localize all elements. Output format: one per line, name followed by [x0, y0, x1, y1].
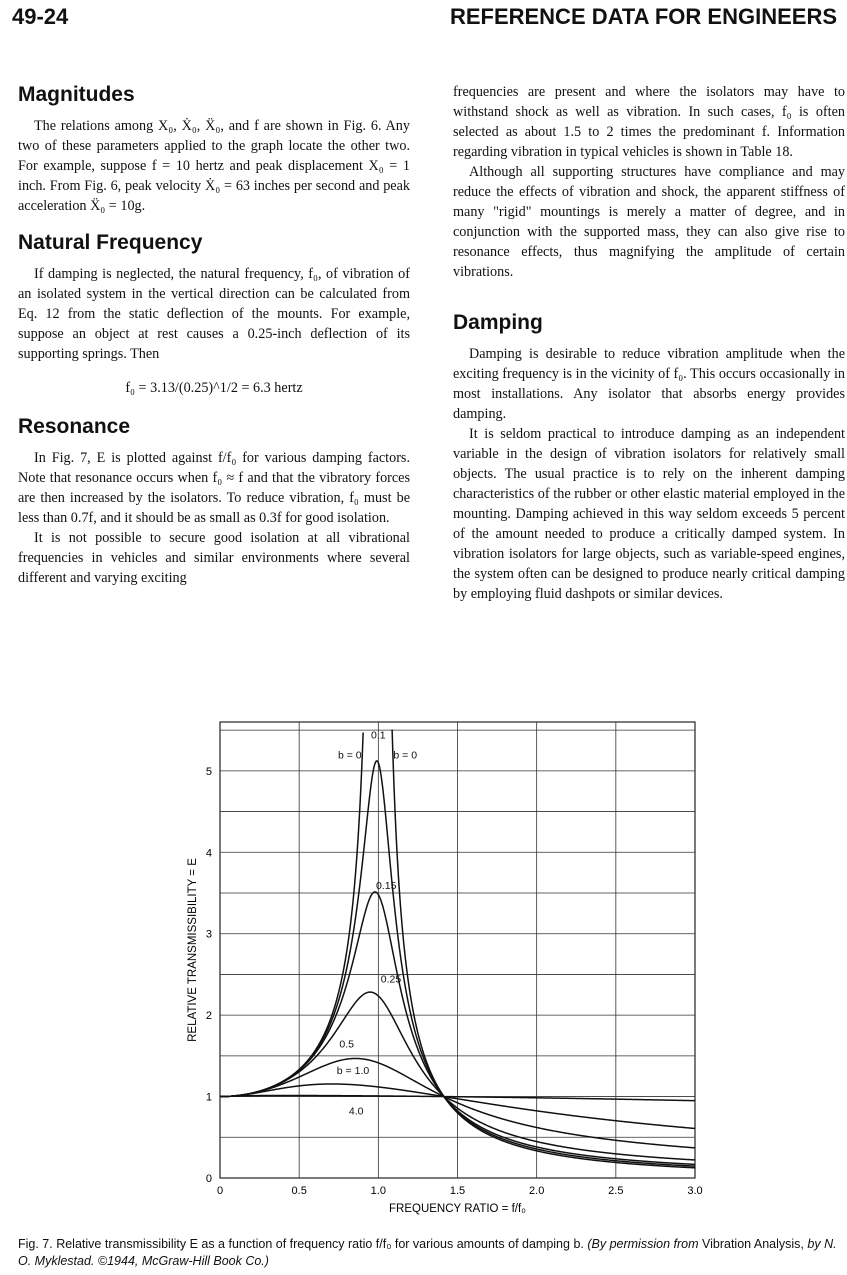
caption-credit-open: (By permission from	[587, 1237, 699, 1251]
y-axis-label: RELATIVE TRANSMISSIBILITY = E	[187, 858, 199, 1042]
compliance-paragraph: Although all supporting structures have compliance and may reduce the effects of vibration and shock, the apparent stiffness of many "rigid" mountings is merely a matter of degree, and in conjunction with the supported mass, they can also give rise to resonance effects, thus magnifying the amplitude of certain vibrations.	[453, 164, 845, 280]
page-number: 49-24	[12, 4, 69, 29]
y-tick-label: 2	[205, 1010, 212, 1023]
curve-label: 4.0	[348, 1105, 364, 1118]
chart-ticks	[206, 766, 703, 1197]
y-tick-label: 3	[205, 928, 212, 941]
curve-label: 0.25	[380, 973, 402, 986]
magnitudes-paragraph: The relations among X₀, Ẋ₀, Ẍ₀, and f are shown in Fig. 6. Any two of these parameters applied to the graph locate the other two. For example, suppose f = 10 hertz and peak displacement X₀ = 1 inch. From Fig. 6, peak velocity Ẋ₀ = 63 inches per second and peak acceleration Ẍ₀ = 10g.	[18, 118, 410, 214]
x-tick-label: 3.0	[687, 1185, 703, 1197]
heading-damping: Damping	[453, 311, 543, 334]
curve-label: 0.5	[339, 1038, 354, 1051]
x-tick-label: 1.5	[449, 1185, 466, 1197]
chart-grid	[220, 722, 695, 1178]
y-tick-label: 1	[205, 1091, 212, 1104]
y-tick-label: 4	[205, 847, 212, 860]
y-tick-label: 0	[205, 1173, 212, 1185]
y-tick-label: 5	[205, 765, 212, 778]
heading-resonance: Resonance	[18, 415, 131, 438]
heading-natural-frequency: Natural Frequency	[18, 231, 203, 254]
curve-label: b = 0	[338, 749, 362, 762]
left-column	[18, 82, 410, 588]
caption-credit-rest: by N. O. Myklestad. ©1944, McGraw-Hill Book Co.)	[18, 1237, 837, 1268]
x-axis-label: FREQUENCY RATIO = f/f₀	[389, 1203, 526, 1215]
resonance-paragraph-2: It is not possible to secure good isolation at all vibrational frequencies in vehicles and similar environments where several different and varying exciting	[18, 530, 410, 586]
curve-label: 0.15	[376, 879, 397, 892]
natural-frequency-paragraph: If damping is neglected, the natural frequency, f₀, of vibration of an isolated system in the vertical direction can be calculated from Eq. 12 from the static deflection of the mounts. For example, suppose an object at rest causes a 0.25-inch deflection of its supporting springs. Then	[18, 266, 410, 362]
x-tick-label: 2.0	[529, 1185, 545, 1197]
running-title: REFERENCE DATA FOR ENGINEERS	[449, 4, 837, 29]
x-tick-label: 0.5	[291, 1185, 307, 1197]
x-tick-label: 1.0	[370, 1185, 386, 1197]
x-tick-label: 0	[216, 1185, 224, 1197]
transmissibility-chart	[180, 716, 720, 1234]
caption-credit-book: Vibration Analysis,	[701, 1237, 804, 1251]
continued-paragraph: frequencies are present and where the isolators may have to withstand shock as well as vibration. In such cases, f₀ is often selected as about 1.5 to 2 times the predominant f. Information regarding vibration in typical vehicles is shown in Table 18.	[453, 84, 845, 160]
resonance-paragraph-1: In Fig. 7, E is plotted against f/f₀ for various damping factors. Note that resonance occurs when f₀ ≈ f and that the vibratory forces are then increased by the isolators. To reduce vibration, f₀ must be less than 0.7f, and it should be as small as 0.3f for good isolation.	[18, 450, 410, 526]
caption-lead: Fig. 7. Relative transmissibility E as a function of frequency ratio f/f₀ for various amounts of damping b.	[18, 1237, 584, 1251]
heading-magnitudes: Magnitudes	[18, 83, 135, 106]
equation-natural-frequency: f₀ = 3.13/(0.25)^1/2 = 6.3 hertz	[125, 380, 303, 396]
curve-label: 0.1	[371, 729, 386, 742]
curve-label: b = 0	[393, 749, 418, 762]
right-column	[453, 82, 845, 604]
curve-label: b = 1.0	[336, 1064, 370, 1077]
figure-caption	[18, 1236, 838, 1270]
damping-paragraph-1: Damping is desirable to reduce vibration amplitude when the exciting frequency is in the vicinity of f₀. This occurs occasionally in most installations. Any isolator that absorbs energy provides damping.	[453, 346, 845, 422]
x-tick-label: 2.5	[608, 1185, 624, 1197]
damping-paragraph-2: It is seldom practical to introduce damping as an independent variable in the design of vibration isolators for relatively small objects. The usual practice is to rely on the inherent damping characteristics of the rubber or other elastic material employed in the mounting. Damping achieved in this way seldom exceeds 5 percent of the amount needed to produce a critically damped system. In vibration isolators for large objects, such as variable-speed engines, the system often can be designed to produce nearly critical damping by employing fluid dashpots or similar devices.	[453, 426, 845, 602]
